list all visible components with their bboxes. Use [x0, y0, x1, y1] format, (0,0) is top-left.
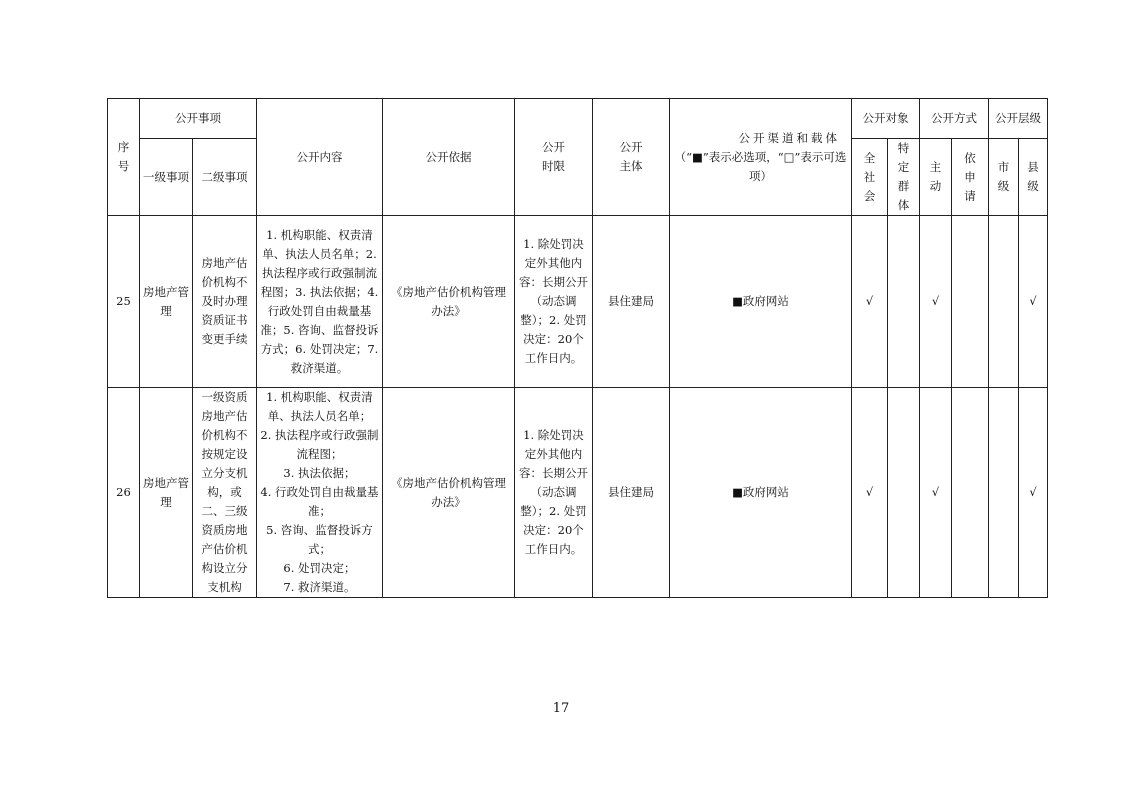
row-deadline: 1. 除处罚决定外其他内容：长期公开（动态调整）；2. 处罚决定：20个工作日内。 — [515, 388, 593, 598]
header-level1: 一级事项 — [140, 139, 193, 216]
header-channel: 公开渠道和载体 （“■”表示必选项，“□”表示可选项） — [670, 99, 852, 216]
row-basis: 《房地产估价机构管理办法》 — [383, 388, 515, 598]
header-tier: 公开层级 — [989, 99, 1048, 139]
header-audience-all: 全社会 — [852, 139, 888, 216]
row-tier-city — [989, 388, 1019, 598]
header-tier-county: 县级 — [1019, 139, 1048, 216]
row-tier-county: √ — [1019, 216, 1048, 388]
content-line: 6. 处罚决定； — [283, 561, 356, 575]
row-audience-all: √ — [852, 388, 888, 598]
row-tier-city — [989, 216, 1019, 388]
row-audience-specific — [888, 388, 920, 598]
content-line: 4. 行政处罚自由裁量基准； — [260, 485, 379, 518]
row-method-active: √ — [920, 388, 952, 598]
content-line: 1. 机构职能、权责清单、执法人员名单； — [266, 390, 373, 423]
header-tier-city: 市级 — [989, 139, 1019, 216]
header-basis: 公开依据 — [383, 99, 515, 216]
header-audience: 公开对象 — [852, 99, 920, 139]
header-method-request: 依申请 — [952, 139, 989, 216]
header-deadline: 公开 时限 — [515, 99, 593, 216]
header-row-1 — [108, 99, 1048, 139]
row-method-request — [952, 216, 989, 388]
header-seq: 序号 — [108, 99, 140, 216]
header-audience-specific: 特定群体 — [888, 139, 920, 216]
row-level1: 房地产管理 — [140, 216, 193, 388]
row-channel: ■政府网站 — [670, 388, 852, 598]
content-line: 5. 咨询、监督投诉方式； — [266, 523, 373, 556]
row-channel: ■政府网站 — [670, 216, 852, 388]
row-level2: 房地产估价机构不及时办理资质证书变更手续 — [193, 216, 257, 388]
row-seq: 25 — [108, 216, 140, 388]
header-subject: 公开 主体 — [593, 99, 670, 216]
row-subject: 县住建局 — [593, 216, 670, 388]
header-method: 公开方式 — [920, 99, 989, 139]
row-method-request — [952, 388, 989, 598]
row-content — [257, 388, 383, 598]
table-row — [108, 388, 1048, 598]
row-audience-specific — [888, 216, 920, 388]
row-deadline: 1. 除处罚决定外其他内容：长期公开（动态调整）；2. 处罚决定：20个工作日内。 — [515, 216, 593, 388]
header-item: 公开事项 — [140, 99, 257, 139]
row-subject: 县住建局 — [593, 388, 670, 598]
page-number: 17 — [552, 701, 570, 716]
content-line: 7. 救济渠道。 — [283, 580, 356, 594]
row-content: 1. 机构职能、权责清单、执法人员名单；2. 执法程序或行政强制流程图；3. 执法依据；4. 行政处罚自由裁量基准；5. 咨询、监督投诉方式；6. 处罚决定；7. 救济渠道。 — [257, 216, 383, 388]
table-row — [108, 216, 1048, 388]
row-audience-all: √ — [852, 216, 888, 388]
row-level2: 一级资质房地产估价机构不按规定设立分支机构，或二、三级资质房地产估价机构设立分支机构 — [193, 388, 257, 598]
disclosure-table — [107, 98, 1048, 598]
header-level2: 二级事项 — [193, 139, 257, 216]
content-line: 3. 执法依据； — [283, 466, 356, 480]
header-content: 公开内容 — [257, 99, 383, 216]
content-line: 2. 执法程序或行政强制流程图； — [260, 428, 379, 461]
row-method-active: √ — [920, 216, 952, 388]
row-tier-county: √ — [1019, 388, 1048, 598]
header-method-active: 主动 — [920, 139, 952, 216]
row-basis: 《房地产估价机构管理办法》 — [383, 216, 515, 388]
row-level1: 房地产管理 — [140, 388, 193, 598]
row-seq: 26 — [108, 388, 140, 598]
